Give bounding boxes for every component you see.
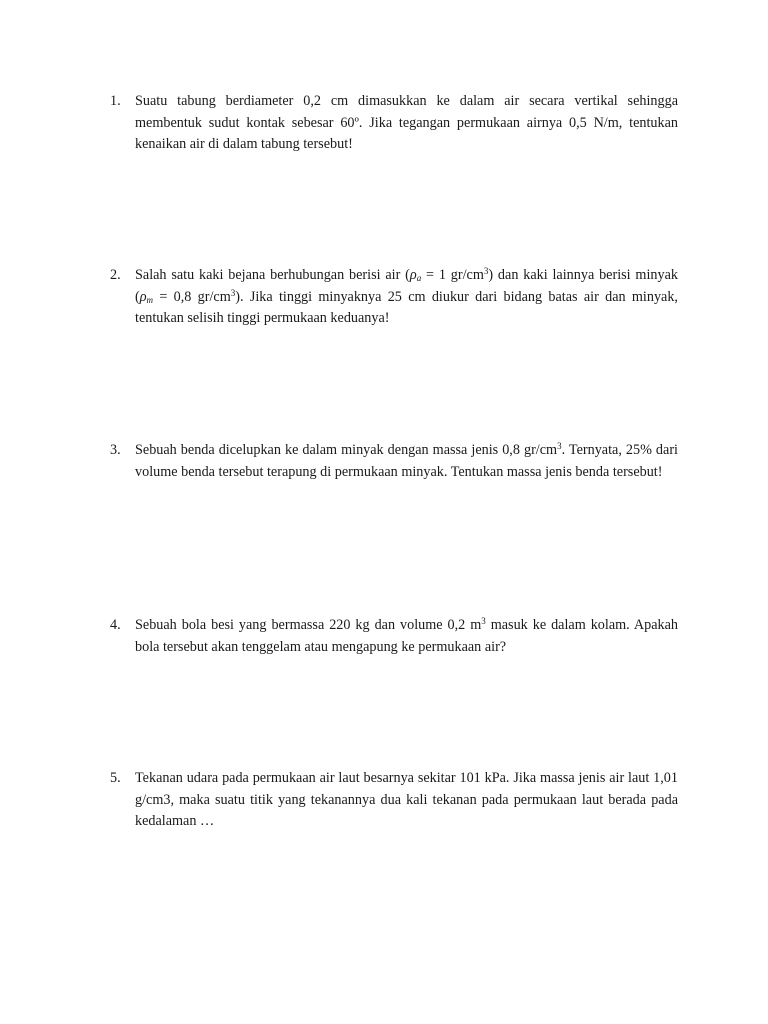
- question-number: 2.: [110, 267, 121, 283]
- text-segment: Sebuah bola besi yang bermassa 220 kg dan volume 0,2 m: [135, 617, 482, 633]
- superscript: 3: [230, 287, 236, 298]
- question-text: Suatu tabung berdiameter 0,2 cm dimasukkan ke dalam air secara vertikal sehingga membentuk sudut kontak sebesar 60º. Jika tegangan permukaan airnya 0,5 N/m, tentukan kenaikan air di dalam tabung tersebut!: [135, 93, 678, 153]
- question-1: [110, 91, 678, 156]
- question-number: 4.: [110, 617, 121, 633]
- question-number: 5.: [110, 770, 121, 786]
- question-number: 3.: [110, 442, 121, 458]
- subscript-m: m: [146, 294, 154, 305]
- text-segment: Sebuah benda dicelupkan ke dalam minyak dengan massa jenis 0,8 gr/cm: [135, 442, 558, 458]
- question-text: [135, 615, 678, 658]
- text-segment: ) dan kaki lainnya berisi minyak (: [135, 267, 678, 305]
- question-text: [135, 265, 678, 330]
- superscript: 3: [483, 266, 489, 276]
- superscript: 3: [557, 441, 562, 451]
- question-3: [110, 440, 678, 483]
- subscript-a: a: [416, 273, 422, 283]
- question-text: [135, 440, 678, 483]
- question-2: [110, 265, 678, 330]
- rho-symbol: ρ: [139, 288, 147, 305]
- rho-symbol: ρ: [409, 267, 417, 283]
- text-segment: ). Jika tinggi minyaknya 25 cm diukur dari bidang batas air dan minyak, tentukan selisih tinggi permukaan keduanya!: [135, 288, 678, 327]
- question-5: [110, 768, 678, 833]
- text-segment: = 0,8 gr/cm: [153, 288, 231, 305]
- text-segment: masuk ke dalam kolam. Apakah bola tersebut akan tenggelam atau mengapung ke permukaan air?: [135, 617, 678, 655]
- superscript: 3: [481, 616, 486, 626]
- question-4: [110, 615, 678, 658]
- question-number: 1.: [110, 93, 121, 109]
- question-text: Tekanan udara pada permukaan air laut besarnya sekitar 101 kPa. Jika massa jenis air laut 1,01 g/cm3, maka suatu titik yang tekanannya dua kali tekanan pada permukaan laut berada pada kedalaman …: [135, 770, 678, 830]
- text-segment: Salah satu kaki bejana berhubungan berisi air (: [135, 267, 410, 283]
- text-segment: = 1 gr/cm: [421, 267, 484, 283]
- text-segment: . Ternyata, 25% dari volume benda tersebut terapung di permukaan minyak. Tentukan massa jenis benda tersebut!: [135, 442, 678, 480]
